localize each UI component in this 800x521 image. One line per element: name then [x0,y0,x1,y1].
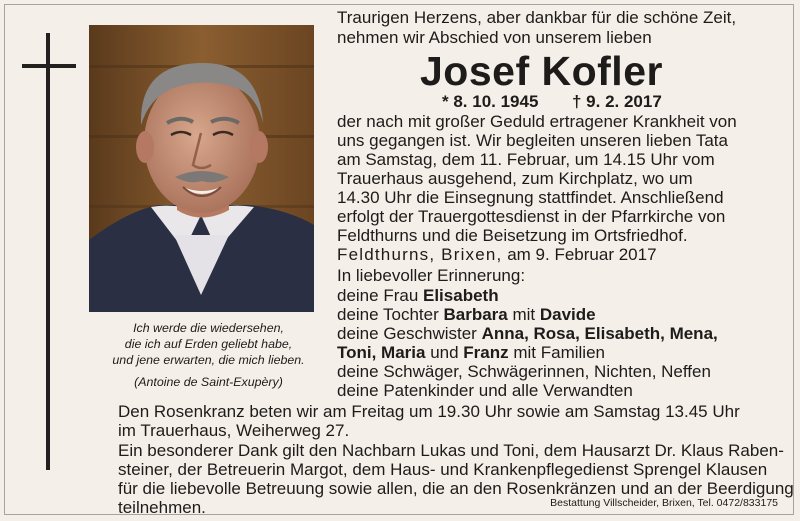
mourner-line [337,305,596,324]
quote-line: und jene erwarten, die mich lieben. [112,353,305,367]
mourner-text: deine Tochter [337,305,444,324]
cross-horizontal-bar [22,64,76,68]
quote-line: die ich auf Erden geliebt habe, [124,337,293,351]
date: am 9. Februar 2017 [507,245,657,264]
quote-attribution: (Antoine de Saint-Exupèry) [134,375,283,389]
body-line: am Samstag, dem 11. Februar, um 14.15 Uhr vom [337,150,715,169]
mourner-name: Barbara [443,305,508,324]
thanks-line: steiner, der Betreuerin Margot, dem Haus- und Krankenpflegedienst Sprengel Klausen [118,460,768,479]
body-line: Feldthurns und die Beisetzung im Ortsfriedhof. [337,226,688,245]
remembrance-heading: In liebevoller Erinnerung: [337,266,526,285]
mourner-text: deine Geschwister [337,324,482,343]
mourner-name: Elisabeth [423,286,499,305]
body-line: der nach mit großer Geduld ertragener Krankheit von [337,112,737,131]
deceased-name: Josef Kofler [420,48,663,94]
mourner-line: deine Schwäger, Schwägerinnen, Nichten, Neffen [337,362,711,381]
thanks-line: Ein besonderer Dank gilt den Nachbarn Lukas und Toni, dem Hausarzt Dr. Klaus Raben- [118,441,784,460]
rosary-line: im Trauerhaus, Weiherweg 27. [118,421,350,440]
rosary-line: Den Rosenkranz beten wir am Freitag um 19.30 Uhr sowie am Samstag 13.45 Uhr [118,402,740,421]
mourner-name: Anna, Rosa, Elisabeth, Mena, [481,324,718,343]
mourner-line [337,286,499,305]
death-date: † 9. 2. 2017 [572,92,662,111]
mourner-text: mit Familien [508,343,605,362]
intro-line: nehmen wir Abschied von unserem lieben [337,28,652,47]
mourner-text: mit [507,305,540,324]
mourner-text: und [425,343,464,362]
mourner-line [337,343,605,362]
birth-date: * 8. 10. 1945 [442,92,539,111]
body-line: 14.30 Uhr die Einsegnung stattfindet. Anschließend [337,188,724,207]
place-date-line [337,245,657,264]
quote-line: Ich werde die wiedersehen, [133,321,284,335]
quote [96,320,321,390]
mourner-line [337,324,718,343]
thanks-line: für die liebevolle Betreuung sowie allen, die an den Rosenkränzen und an der Beerdigung [118,479,794,498]
mourner-name: Davide [539,305,596,324]
thanks-line: teilnehmen. [118,498,206,517]
mourner-name: Toni, Maria [337,343,426,362]
mourner-name: Franz [463,343,509,362]
mourner-text: deine Frau [337,286,423,305]
place: Feldthurns, Brixen, [337,245,503,264]
mourner-line: deine Patenkinder und alle Verwandten [337,381,633,400]
portrait-photo [89,25,314,312]
body-line: uns gegangen ist. Wir begleiten unseren lieben Tata [337,131,728,150]
funeral-home-credit: Bestattung Villscheider, Brixen, Tel. 0472/833175 [550,497,778,509]
cross-vertical-bar [46,33,50,470]
body-line: Trauerhaus ausgehend, zum Kirchplatz, wo um [337,169,693,188]
body-line: erfolgt der Trauergottesdienst in der Pfarrkirche von [337,207,726,226]
intro-line: Traurigen Herzens, aber dankbar für die schöne Zeit, [337,8,737,27]
